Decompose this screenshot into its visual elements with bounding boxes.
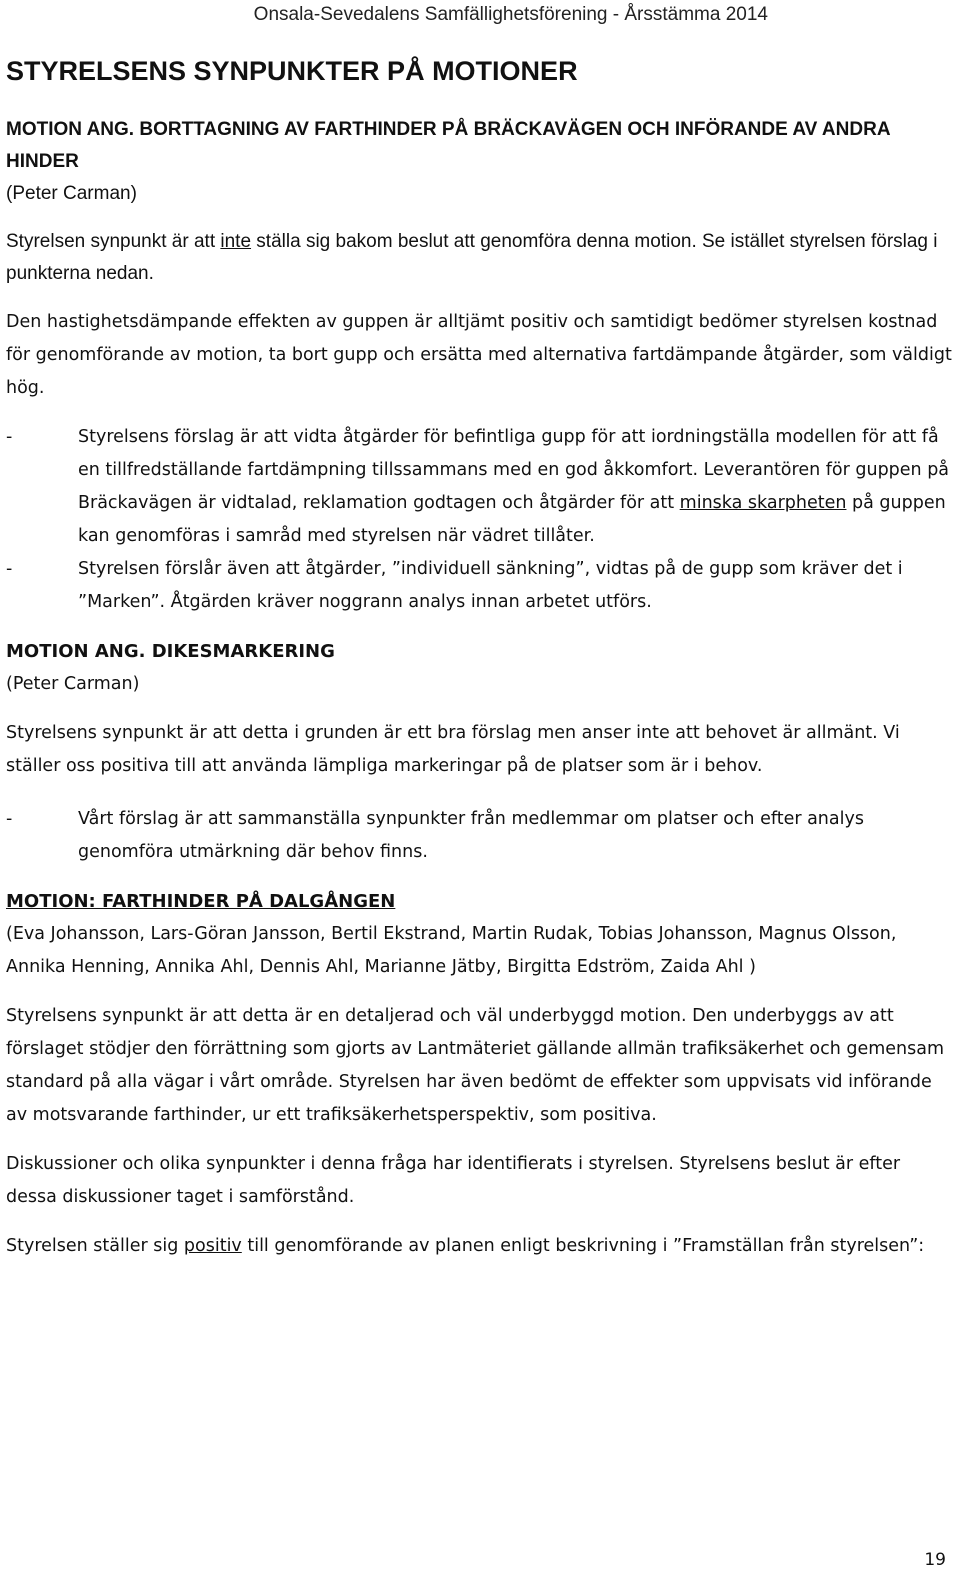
board-opinion-paragraph <box>6 226 956 290</box>
section-heading: MOTION ANG. BORTTAGNING AV FARTHINDER PÅ BRÄCKAVÄGEN OCH INFÖRANDE AV ANDRA HINDER <box>6 119 890 172</box>
body-paragraph <box>6 1230 956 1263</box>
section-authors: (Eva Johansson, Lars-Göran Jansson, Bertil Ekstrand, Martin Rudak, Tobias Johansson, Magnus Olsson, Annika Henning, Annika Ahl, Dennis Ahl, Marianne Jätby, Birgitta Edström, Zaida Ahl ) <box>6 924 897 977</box>
page-title: STYRELSENS SYNPUNKTER PÅ MOTIONER <box>6 56 578 86</box>
text-run: Vårt förslag är att sammanställa synpunkter från medlemmar om platser och efter analys genomföra utmärkning där behov finns. <box>78 809 864 862</box>
body-paragraph: Den hastighetsdämpande effekten av guppen är alltjämt positiv och samtidigt bedömer styrelsen kostnad för genomförande av motion, ta bort gupp och ersätta med alternativa fartdämpande åtgärder, som väldigt hög. <box>6 312 952 398</box>
text-run: till genomförande av planen enligt beskrivning i ”Framställan från styrelsen”: <box>241 1236 925 1256</box>
motion-section-brackavagen <box>6 114 956 619</box>
page-number: 19 <box>924 1550 946 1570</box>
underlined-text: positiv <box>183 1236 242 1256</box>
text-run: Styrelsens förslag är att vidta åtgärder för befintliga gupp för att iordningställa modellen för att få en tillfredställande fartdämpning tillssammans med en god åkkomfort. Leverantören för guppen på Bräckavägen är vidtalad, reklamation godtagen och åtgärder för att <box>78 427 950 513</box>
text-run: Styrelsen synpunkt är att <box>6 231 221 252</box>
text-run: Styrelsen förslår även att åtgärder, ”individuell sänkning”, vidtas på de gupp som kräver det i ”Marken”. Åtgärden kräver noggrann analys innan arbetet utförs. <box>78 559 903 612</box>
underlined-text: minska skarpheten <box>679 493 847 513</box>
bullet-dash: - <box>6 559 13 579</box>
section-heading: MOTION: FARTHINDER PÅ DALGÅNGEN <box>6 891 396 912</box>
list-item <box>6 803 956 869</box>
text-run: på guppen kan genomföras i samråd med styrelsen när vädret tillåter. <box>78 493 946 546</box>
underlined-text: inte <box>220 231 252 252</box>
running-header: Onsala-Sevedalens Samfällighetsförening - Årsstämma 2014 <box>253 4 768 25</box>
section-heading: MOTION ANG. DIKESMARKERING <box>6 641 335 662</box>
board-opinion-paragraph: Styrelsens synpunkt är att detta är en detaljerad och väl underbyggd motion. Den underbyggs av att förslaget stödjer den förrättning som gjorts av Lantmäteriet gällande allmän trafiksäkerhet och gemensam standard på alla vägar i vårt område. Styrelsen har även bedömt de effekter som uppvisats vid införande av motsvarande farthinder, ur ett trafiksäkerhetsperspektiv, som positiva. <box>6 1006 945 1125</box>
bullet-dash: - <box>6 809 13 829</box>
board-opinion-paragraph: Styrelsens synpunkt är att detta i grunden är ett bra förslag men anser inte att behovet är allmänt. Vi ställer oss positiva till att använda lämpliga markeringar på de platser som är i behov. <box>6 723 900 776</box>
document-body <box>6 52 956 1263</box>
bullet-dash: - <box>6 427 13 447</box>
text-run: Styrelsen ställer sig <box>6 1236 184 1256</box>
motion-section-dalgangen <box>6 885 956 1263</box>
list-item <box>6 553 956 619</box>
text-run: ställa sig bakom beslut att genomföra denna motion. Se istället styrelsen förslag i punkterna nedan. <box>6 231 938 284</box>
motion-section-dikesmarkering <box>6 635 956 869</box>
bullet-list <box>6 421 956 619</box>
list-item <box>6 421 956 553</box>
section-author: (Peter Carman) <box>6 183 137 204</box>
section-author: (Peter Carman) <box>6 674 140 694</box>
body-paragraph: Diskussioner och olika synpunkter i denna fråga har identifierats i styrelsen. Styrelsens beslut är efter dessa diskussioner taget i samförstånd. <box>6 1154 901 1207</box>
bullet-list <box>6 803 956 869</box>
